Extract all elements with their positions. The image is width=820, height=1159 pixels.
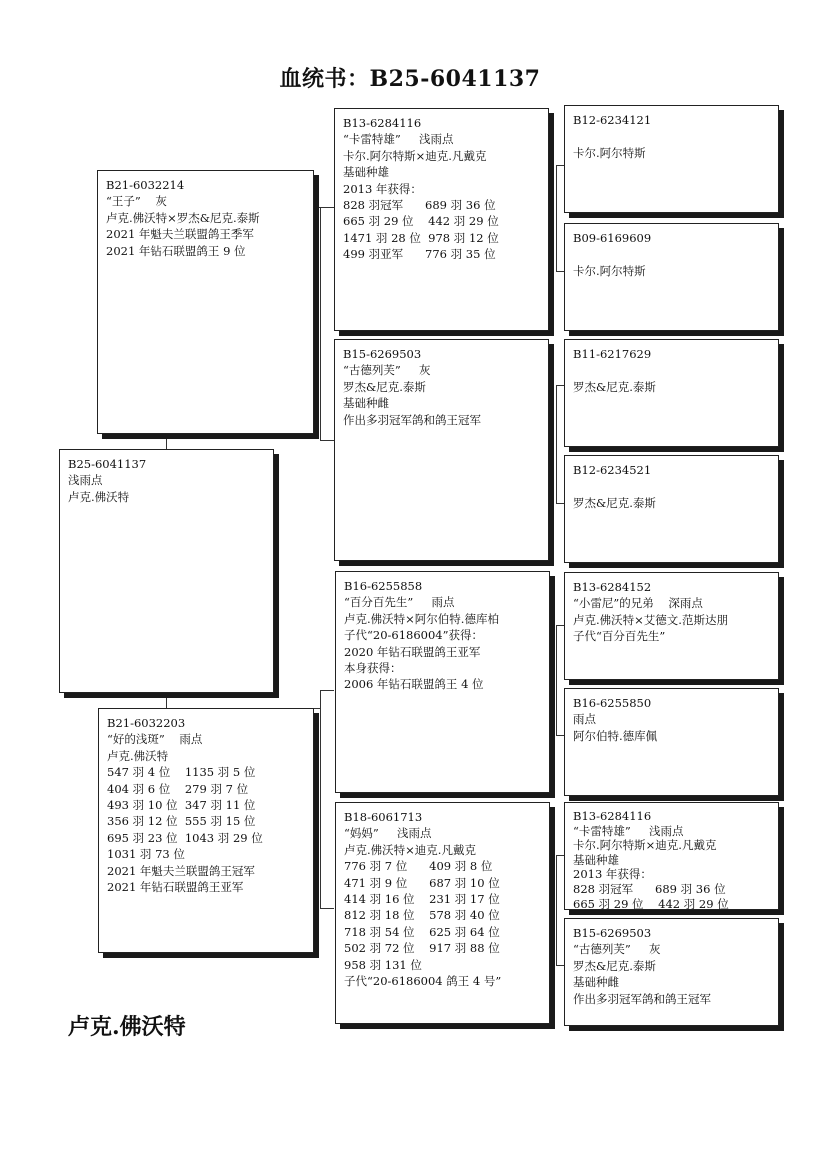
ring-number: B21-6032203: [107, 716, 186, 730]
card-text: 695 羽 23 位 1043 羽 29 位: [107, 830, 263, 845]
card-text: 958 羽 131 位: [344, 957, 422, 972]
card-text: 2021 年魁夫兰联盟鸽王季军: [106, 227, 254, 242]
card-text: [573, 128, 770, 144]
pedigree-card-subject: [59, 449, 274, 693]
connector-line: [556, 385, 557, 503]
card-text: 2021 年魁夫兰联盟鸽王冠军: [107, 863, 255, 878]
card-text: 828 羽冠军 689 羽 36 位: [343, 198, 496, 213]
connector-line: [556, 165, 564, 166]
pedigree-card-dsd: [564, 688, 779, 796]
card-text: [573, 246, 770, 262]
pedigree-card-dam: [98, 708, 314, 953]
card-text: 356 羽 12 位 555 羽 15 位: [107, 814, 256, 829]
card-text: 基础种雄: [343, 165, 389, 180]
card-text: 2021 年钻石联盟鸽王 9 位: [106, 243, 246, 258]
card-text: 665 羽 29 位 442 羽 29 位: [343, 214, 499, 229]
ring-number: B13-6284116: [573, 809, 652, 823]
pigeon-name: “卡雷特雄” 浅雨点: [573, 823, 684, 838]
connector-line: [556, 965, 564, 966]
card-text: 502 羽 72 位 917 羽 88 位: [344, 941, 500, 956]
card-text: 罗杰&尼克.泰斯: [573, 495, 656, 510]
card-text: 卡尔.阿尔特斯×迪克.凡戴克: [343, 148, 487, 163]
card-text: 卡尔.阿尔特斯: [573, 263, 646, 278]
card-text: 2021 年钻石联盟鸽王亚军: [107, 880, 244, 895]
card-text: 2013 年获得：: [573, 867, 652, 882]
connector-line: [556, 855, 564, 856]
card-text: 493 羽 10 位 347 羽 11 位: [107, 798, 256, 813]
connector-line: [320, 690, 334, 691]
card-text: 812 羽 18 位 578 羽 40 位: [344, 908, 500, 923]
card-text: 414 羽 16 位 231 羽 17 位: [344, 892, 500, 907]
ring-number: B25-6041137: [68, 457, 147, 471]
card-text: 浅雨点: [68, 473, 103, 488]
pedigree-card-sire: [97, 170, 314, 434]
page-title: 血统书：B25-6041137: [279, 66, 541, 92]
card-text: 2013 年获得：: [343, 181, 422, 196]
ring-number: B15-6269503: [343, 347, 422, 361]
connector-line: [556, 625, 557, 735]
ring-number: B12-6234521: [573, 463, 652, 477]
ring-number: B09-6169609: [573, 231, 652, 245]
connector-line: [320, 207, 334, 208]
connector-line: [556, 385, 564, 386]
connector-line: [166, 692, 167, 708]
connector-line: [166, 433, 167, 449]
card-text: 卢克.佛沃特×罗杰&尼克.泰斯: [106, 210, 260, 225]
card-text: 卢克.佛沃特×迪克.凡戴克: [344, 842, 476, 857]
card-text: [573, 478, 770, 494]
card-text: 1031 羽 73 位: [107, 847, 185, 862]
pedigree-card-sdd: [564, 455, 779, 563]
connector-line: [556, 735, 564, 736]
connector-line: [556, 503, 564, 504]
card-text: 2020 年钻石联盟鸽王亚军: [344, 644, 481, 659]
card-text: 基础种雌: [343, 396, 389, 411]
card-text: 作出多羽冠军鸽和鸽王冠军: [343, 412, 481, 427]
card-text: 776 羽 7 位 409 羽 8 位: [344, 859, 493, 874]
pigeon-name: “妈妈” 浅雨点: [344, 826, 432, 841]
pedigree-card-dam-dam: [335, 802, 550, 1024]
card-text: 547 羽 4 位 1135 羽 5 位: [107, 765, 256, 780]
card-text: 子代“百分百先生”: [573, 629, 666, 644]
pigeon-name: “卡雷特雄” 浅雨点: [343, 132, 454, 147]
card-text: 卡尔.阿尔特斯: [573, 145, 646, 160]
breeder-name: 卢克.佛沃特: [68, 1014, 186, 1040]
connector-line: [556, 855, 557, 965]
connector-line: [556, 165, 557, 271]
pigeon-name: “百分百先生” 雨点: [344, 595, 455, 610]
ring-number: B11-6217629: [573, 347, 652, 361]
connector-line: [320, 690, 321, 908]
pedigree-card-ssd: [564, 223, 779, 331]
connector-line: [556, 625, 564, 626]
card-text: 卢克.佛沃特: [107, 748, 169, 763]
card-text: 基础种雌: [573, 975, 619, 990]
card-text: 罗杰&尼克.泰斯: [573, 958, 656, 973]
pigeon-name: “好的浅斑” 雨点: [107, 732, 203, 747]
card-text: 718 羽 54 位 625 羽 64 位: [344, 924, 500, 939]
card-text: 基础种雄: [573, 852, 619, 867]
pigeon-name: “古德列芙” 灰: [343, 363, 431, 378]
card-text: 卢克.佛沃特×阿尔伯特.德库柏: [344, 611, 499, 626]
pigeon-name: “古德列芙” 灰: [573, 942, 661, 957]
card-text: 1471 羽 28 位 978 羽 12 位: [343, 230, 499, 245]
pedigree-card-dds: [564, 802, 779, 910]
pedigree-card-sds: [564, 339, 779, 447]
card-text: 828 羽冠军 689 羽 36 位: [573, 881, 726, 896]
connector-line: [320, 908, 334, 909]
ring-number: B21-6032214: [106, 178, 185, 192]
card-text: 本身获得：: [344, 661, 402, 676]
card-text: 卢克.佛沃特×艾德文.范斯达朋: [573, 612, 728, 627]
connector-line: [320, 440, 334, 441]
card-text: 阿尔伯特.德库佩: [573, 728, 658, 743]
card-text: 404 羽 6 位 279 羽 7 位: [107, 781, 249, 796]
pedigree-card-sire-sire: [334, 108, 549, 331]
card-text: 子代“20-6186004”获得：: [344, 628, 483, 643]
card-text: 卡尔.阿尔特斯×迪克.凡戴克: [573, 838, 717, 853]
pigeon-name: “王子” 灰: [106, 194, 167, 209]
ring-number: B18-6061713: [344, 810, 423, 824]
pigeon-name: “小雷尼”的兄弟 深雨点: [573, 596, 703, 611]
card-text: 罗杰&尼克.泰斯: [343, 379, 426, 394]
connector-line: [320, 207, 321, 440]
card-text: 2006 年钻石联盟鸽王 4 位: [344, 677, 484, 692]
card-text: 子代“20-6186004 鸽王 4 号”: [344, 974, 502, 989]
ring-number: B13-6284116: [343, 116, 422, 130]
card-text: 471 羽 9 位 687 羽 10 位: [344, 875, 500, 890]
ring-number: B16-6255858: [344, 579, 423, 593]
ring-number: B13-6284152: [573, 580, 652, 594]
card-text: 卢克.佛沃特: [68, 489, 130, 504]
pedigree-card-dss: [564, 572, 779, 680]
ring-number: B15-6269503: [573, 926, 652, 940]
card-text: 665 羽 29 位 442 羽 29 位: [573, 896, 729, 910]
card-text: 499 羽亚军 776 羽 35 位: [343, 247, 496, 262]
card-text: 作出多羽冠军鸽和鸽王冠军: [573, 991, 711, 1006]
pedigree-card-sss: [564, 105, 779, 213]
card-text: [573, 362, 770, 378]
pedigree-card-sire-dam: [334, 339, 549, 561]
ring-number: B12-6234121: [573, 113, 652, 127]
pedigree-card-dam-sire: [335, 571, 550, 793]
ring-number: B16-6255850: [573, 696, 652, 710]
card-text: 雨点: [573, 712, 596, 727]
card-text: [344, 989, 541, 1005]
pedigree-card-ddd: [564, 918, 779, 1026]
card-text: 罗杰&尼克.泰斯: [573, 379, 656, 394]
connector-line: [556, 271, 564, 272]
